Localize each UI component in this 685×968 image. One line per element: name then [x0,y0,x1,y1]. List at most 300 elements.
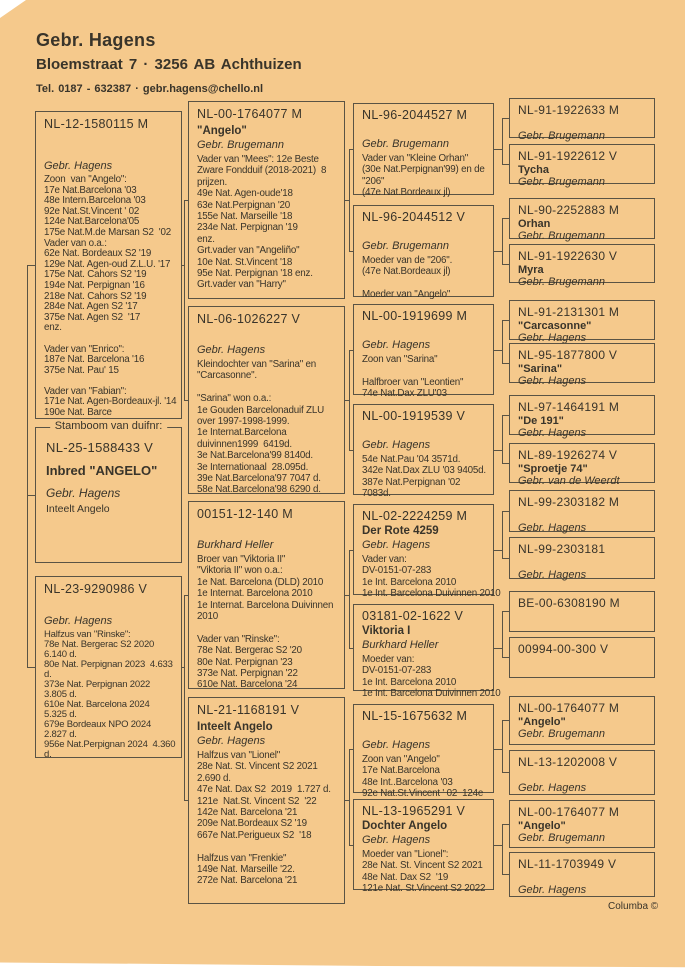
result-line: 272e Nat. Barcelona '21 [197,875,298,887]
result-line: 194e Nat. Perpignan '16 [44,279,145,291]
connector-line [494,450,502,451]
connector-line [502,611,503,657]
result-line: 175e Nat. Cahors S2 '19 [44,269,147,281]
pigeon-name [44,135,179,159]
pigeon-name [362,325,491,338]
result-line: 1e Gouden Barcelonaduif ZLU [197,404,324,416]
result-line: 149e Nat. Marseille '22. [197,864,295,876]
breeder-name: Gebr. Brugemann [518,728,606,740]
connector-line [494,749,502,750]
pedigree-box-g2-3 [188,501,345,689]
result-line: 2.827 d. [44,729,77,740]
result-line: Zoon van "Sarina" [362,354,438,365]
result-line: Kleindochter van "Sarina" en [197,359,316,370]
result-line: Vader van "Fabian": [44,385,127,397]
results-list [362,454,491,500]
pigeon-name: "Angelo" [197,125,247,137]
software-credit: Columba © [608,901,659,912]
connector-line [494,251,502,252]
breeder-name: Gebr. Hagens [362,834,431,846]
pedigree-box-g4-9 [509,490,655,532]
pigeon-name [44,600,179,614]
ring-number: NL-91-1922630 V [518,249,618,263]
result-line: 28e Nat. St. Vincent S2 2021 [362,860,483,872]
connector-line [502,320,509,321]
ring-number: NL-89-1926274 V [518,448,618,462]
breeder-name: Gebr. Brugemann [518,130,606,142]
connector-line [502,511,503,558]
breeder-name: Gebr. Hagens [518,375,587,387]
pedigree-box-g2-4 [188,697,345,904]
connector-line [502,218,503,264]
connector-line [502,558,509,559]
result-line: Moeder van "Lionel": [362,849,449,860]
breeder-name: Gebr. Hagens [197,344,266,356]
result-line: 80e Nat. Perpignan 2023 4.633 [44,659,173,670]
result-line: 1e Nat. Barcelona (DLD) 2010 [197,576,324,588]
connector-line [502,415,509,416]
results-list [362,849,491,895]
results-list [362,354,491,400]
result-line: 373e Nat. Perpignan '22 [197,668,298,680]
ring-number: 03181-02-1622 V [362,609,464,623]
ring-number: NL-96-2044527 M [362,108,468,122]
result-line: 48e Int..Barcelona '03 [362,776,453,788]
breeder-name: Gebr. van de Weerdt [518,475,620,487]
result-line: Broer van "Viktoria II" [197,554,286,565]
breeder-name: Gebr. Hagens [44,615,113,627]
connector-line [494,845,502,846]
connector-line [349,149,353,150]
results-list [44,175,179,419]
pigeon-name: "Sproetje 74" [518,463,588,475]
connector-line [502,720,509,721]
result-line [362,365,491,376]
result-line: 1e Int. Barcelona Duivinnen 2010 [362,688,501,700]
results-list [362,255,491,301]
result-line: 209e Nat.Bordeaux S2 '19 [197,818,307,830]
breeder-name: Gebr. Hagens [362,739,431,751]
connector-line [502,463,509,464]
result-line: Zoon van "Angelo" [362,754,440,765]
connector-line [349,149,350,251]
connector-line [349,450,353,451]
connector-line [184,200,185,400]
ring-number: NL-97-1464191 M [518,400,620,414]
result-line: 17e Nat.Barcelona [362,765,440,777]
result-line: 679e Bordeaux NPO 2024 [44,719,152,730]
result-line: Moeder van: [362,654,415,665]
result-line: 48e Intern.Barcelona '03 [44,195,146,207]
connector-line [502,118,503,164]
subject-pigeon-name: Inbred "ANGELO" [46,463,158,478]
result-line: enz. [197,233,215,245]
pigeon-name: Viktoria I [362,625,411,637]
ring-number: NL-91-1922612 V [518,149,618,163]
result-line: 28e Nat. St. Vincent S2 2021 [197,761,318,773]
connector-line [349,550,353,551]
result-line: 1e Internat.Barcelona [197,427,287,439]
result-line: 142e Nat. Barcelona '21 [197,807,298,819]
connector-line [27,667,35,668]
result-line: 234e Nat. Perpignan '19 [197,222,298,234]
connector-line [494,350,502,351]
ring-number: NL-12-1580115 M [44,117,149,131]
connector-line [502,118,509,119]
pedigree-box-g3-2 [353,205,494,301]
result-line: Vader van "Rinske": [197,633,280,645]
ring-number: NL-23-9290986 V [44,582,148,596]
result-line: Vader van: [362,554,407,565]
scan-corner-artifact [0,0,26,18]
results-list [197,359,342,496]
subject-breeder-name: Gebr. Hagens [46,486,121,500]
pigeon-name [362,124,491,137]
pedigree-box-g4-5 [509,300,655,344]
ring-number: NL-15-1675632 M [362,709,468,723]
result-line: 47e Nat. Dax S2 2019 1.727 d. [197,784,331,796]
result-line: d. [44,749,52,760]
breeder-name: Gebr. Hagens [518,782,587,794]
result-line: 3.805 d. [44,689,77,700]
breeder-name: Gebr. Hagens [518,427,587,439]
breeder-name [518,623,652,635]
breeder-name: Burkhard Heller [362,639,439,651]
ring-number: NL-11-1703949 V [518,857,617,871]
pedigree-box-g3-6 [353,604,501,700]
result-line: Vader van "Mees": 12e Beste [197,154,319,165]
results-list [197,554,342,691]
subject-note: Inteelt Angelo [46,503,110,515]
result-line: 58e Nat.Barcelona'98 6290 d. [197,484,321,496]
pedigree-box-g4-11 [509,591,655,632]
result-line: 667e Nat.Perigueux S2 '18 [197,829,312,841]
connector-line [349,749,353,750]
subject-ring-number: NL-25-1588433 V [46,440,154,455]
result-line: Zware Fondduif (2018-2021) 8 [197,165,327,177]
pigeon-name [362,725,491,738]
connector-line [494,550,502,551]
connector-line [502,264,509,265]
breeder-name: Gebr. Hagens [362,539,431,551]
pedigree-box-g4-6 [509,343,655,387]
result-line: 187e Nat. Barcelona '16 [44,354,145,366]
pigeon-name: Tycha [518,164,549,176]
results-list [362,754,491,800]
pigeon-name: "Sarina" [518,363,563,375]
ring-number: NL-95-1877800 V [518,348,618,362]
connector-line [502,874,509,875]
result-line: 5.325 d. [44,709,77,720]
results-list [44,630,179,760]
ring-number: 00151-12-140 M [197,507,293,521]
result-line: Zoon van "Angelo": [44,174,127,185]
result-line: 342e Nat.Dax ZLU '03 9405d. [362,465,486,477]
connector-line [494,149,502,150]
result-line: 48e Nat. Dax S2 '19 [362,871,449,883]
result-line: 39e Nat.Barcelona'97 7047 d. [197,473,321,485]
pigeon-name: Myra [518,264,544,276]
result-line: 62e Nat. Bordeaux S2 '19 [44,248,152,260]
result-line: 1e Int. Barcelona 2010 [362,576,457,588]
result-line: over 1997-1998-1999. [197,416,290,428]
pigeon-name: Dochter Angelo [362,820,448,832]
result-line: DV-0151-07-283 [362,565,432,577]
connector-line [349,845,353,846]
result-line: Vader van "Kleine Orhan" [362,153,468,164]
result-line: 78e Nat. Bergerac S2 2020 [44,639,155,650]
results-list [197,154,342,291]
ring-number: NL-13-1965291 V [362,804,466,818]
result-line: 121e Nat.St. Vincent S2 '22 [197,795,317,807]
results-list [197,750,342,887]
breeder-name: Gebr. Hagens [518,522,587,534]
result-line: 387e Nat.Perpignan '02 [362,476,461,488]
result-line: 610e Nat. Barcelona '24 [197,679,298,691]
result-line: 3e Nat.Barcelona'99 8140d. [197,450,313,462]
ring-number: NL-00-1919539 V [362,409,466,423]
result-line: Vader van "Enrico": [44,343,125,355]
connector-line [502,657,509,658]
ring-number: NL-91-2131301 M [518,305,620,319]
ring-number: NL-00-1764077 M [197,107,303,121]
pedigree-box-g2-2 [188,306,345,494]
result-line: 1e Internat. Barcelona 2010 [197,588,313,600]
pedigree-box-g3-5 [353,504,501,600]
result-line: Vader van o.a.: [44,237,107,249]
scan-bottom-edge-artifact [0,958,685,968]
breeder-name: Burkhard Heller [197,539,274,551]
ring-number: NL-00-1764077 M [518,805,620,819]
result-line: Grt.vader van "Angeliño" [197,245,300,257]
pigeon-name: Der Rote 4259 [362,525,439,537]
result-line: 1e Int. Barcelona Duivinnen 2010 [362,588,501,600]
result-line: "Carcasonne". [197,370,257,382]
result-line: (47e Nat.Bordeaux jl) [362,266,451,278]
connector-line [184,595,185,800]
breeder-name: Gebr. Hagens [362,339,431,351]
result-line: 373e Nat. Perpignan 2022 [44,679,151,690]
breeder-name: Gebr. Hagens [362,439,431,451]
connector-line [502,363,509,364]
result-line: Moeder van "Angelo" [362,289,451,301]
connector-line [349,550,350,648]
result-line: (47e Nat.Bordeaux jl) [362,187,451,199]
result-line: 610e Nat. Barcelona 2024 [44,699,150,710]
ring-number: NL-90-2252883 M [518,203,620,217]
result-line: d. [44,669,52,680]
pigeon-name [518,657,652,669]
pedigree-box-g3-7 [353,704,494,800]
ring-number: NL-99-2303182 M [518,495,620,509]
connector-line [502,218,509,219]
connector-line [502,511,509,512]
results-list [362,654,501,700]
pigeon-name [197,330,342,343]
result-line: 175e Nat.M.de Marsan S2 '02 [44,226,171,238]
result-line: 155e Nat. Marseille '18 [197,211,293,223]
pedigree-box-g4-2 [509,144,655,188]
breeder-name: Gebr. Brugemann [362,138,450,150]
pedigree-box-g4-10 [509,537,655,579]
pigeon-name: Inteelt Angelo [197,721,273,733]
result-line: 375e Nat. Agen S2 '17 [44,311,141,323]
results-list [362,554,501,600]
subject-pigeon-box [35,420,182,563]
pigeon-name [362,425,491,438]
result-line: 17e Nat.Barcelona '03 [44,184,137,196]
ring-number: 00994-00-300 V [518,642,609,656]
result-line: 63e Nat.Perpignan '20 [197,199,290,211]
connector-line [502,720,503,772]
pedigree-box-g3-1 [353,103,494,199]
ring-number: NL-00-1764077 M [518,701,620,715]
result-line: 2.690 d. [197,772,231,784]
result-line: 129e Nat. Agen-oud Z.L.U. '17 [44,258,171,270]
result-line: 956e Nat.Perpignan 2024 4.360 [44,739,176,750]
connector-line [184,800,188,801]
connector-line [502,415,503,463]
breeder-name: Gebr. Hagens [197,735,266,747]
pigeon-name [518,118,652,130]
result-line: 80e Nat. Perpignan '23 [197,656,293,668]
pigeon-name [518,770,652,782]
result-line [197,382,342,393]
result-line: "Sarina" won o.a.: [197,393,272,405]
result-line: 92e Nat.St.Vincent ' 02 124e [362,788,484,800]
ring-number: NL-99-2303181 [518,542,606,556]
result-line: 1e Int. Barcelona 2010 [362,676,457,688]
pigeon-name [197,525,342,538]
pedigree-box-g1-1 [35,111,182,419]
connector-line [502,320,503,363]
breeder-name: Gebr. Hagens [518,332,587,344]
pedigree-box-g3-3 [353,304,494,400]
result-line: 121e Nat. St.Vincent S2 2022 [362,883,486,895]
breeder-name: Gebr. Hagens [518,884,587,896]
pedigree-box-g4-4 [509,244,655,288]
result-line: 10e Nat. St.Vincent '18 [197,256,293,268]
result-line: 3e Internationaal 28.095d. [197,461,309,473]
result-line: 92e Nat.St.Vincent ' 02 [44,205,140,217]
result-line: 375e Nat. Pau' 15 [44,364,119,376]
subject-frame-label: Stamboom van duifnr: [50,420,168,432]
result-line: Moeder van de "206". [362,255,453,266]
ring-number: NL-13-1202008 V [518,755,618,769]
connector-line [502,772,509,773]
connector-line [27,495,35,496]
breeder-name: Gebr. Brugemann [518,230,606,242]
result-line: "206" [362,175,385,187]
loft-contact: Tel. 0187 - 632387 · gebr.hagens@chello.nl [36,83,264,95]
connector-line [494,648,502,649]
breeder-name: Gebr. Hagens [44,160,113,172]
connector-line [502,824,503,874]
ring-number: NL-91-1922633 M [518,103,620,117]
connector-line [349,350,350,450]
result-line [362,278,491,289]
pigeon-name [518,872,652,884]
result-line: 1e Internat. Barcelona Duivinnen [197,599,334,611]
pedigree-box-g4-14 [509,750,655,795]
pigeon-name: "Angelo" [518,716,566,728]
result-line: Halfzus van "Lionel" [197,750,281,761]
connector-line [184,400,188,401]
loft-address: Bloemstraat 7 · 3256 AB Achthuizen [36,56,302,73]
breeder-name: Gebr. Brugemann [518,176,606,188]
breeder-name: Gebr. Brugemann [197,139,285,151]
pigeon-name: "Angelo" [518,820,566,832]
result-line: enz. [44,322,62,334]
pedigree-box-g4-15 [509,800,655,848]
pedigree-box-g4-16 [509,852,655,897]
result-line: "Viktoria II" won o.a.: [197,565,283,577]
result-line: 95e Nat. Perpignan '18 enz. [197,268,313,280]
pigeon-name [518,557,652,569]
ring-number: NL-00-1919699 M [362,309,468,323]
pigeon-name: "De 191" [518,415,564,427]
connector-line [349,350,353,351]
pigeon-name: "Carcasonne" [518,320,592,332]
result-line: 7083d. [362,488,391,500]
result-line: 54e Nat.Pau '04 3571d. [362,454,461,465]
pigeon-name [518,611,652,623]
ring-number: NL-02-2224259 M [362,509,468,523]
pedigree-box-g1-2 [35,576,182,758]
breeder-name: Gebr. Hagens [518,569,587,581]
connector-line [502,824,509,825]
pedigree-box-g4-3 [509,198,655,242]
result-line: 218e Nat. Cahors S2 '19 [44,290,147,302]
breeder-name: Gebr. Brugemann [518,832,606,844]
result-line: 74e Nat.Dax ZLU'03 [362,388,447,400]
pedigree-box-g4-13 [509,696,655,745]
pedigree-box-g4-7 [509,395,655,439]
result-line [44,334,179,345]
connector-line [27,265,35,266]
breeder-name: Gebr. Brugemann [518,276,606,288]
result-line: 284e Nat. Agen S2 '17 [44,301,138,313]
breeder-name: Gebr. Brugemann [362,240,450,252]
results-list [362,153,491,199]
ring-number: BE-00-6308190 M [518,596,620,610]
result-line: 6.140 d. [44,649,77,660]
pigeon-name: Orhan [518,218,551,230]
pedigree-box-g3-4 [353,404,494,500]
ring-number: NL-96-2044512 V [362,210,466,224]
result-line: Halfzus van "Frenkie" [197,852,287,864]
result-line: 124e Nat.Barcelona'05 [44,216,140,228]
pedigree-box-g4-8 [509,443,655,487]
result-line: Halfzus van "Rinske": [44,629,131,640]
connector-line [502,164,509,165]
result-line: (30e Nat.Perpignan'99) en de [362,164,485,176]
result-line: Grt.vader van "Harry" [197,279,286,291]
ring-number: NL-06-1026227 V [197,312,301,326]
pedigree-box-g4-12 [509,637,655,678]
breeder-name [518,669,652,681]
result-line: 190e Nat. Barce [44,407,112,419]
result-line: prijzen. [197,176,227,188]
connector-line [184,200,188,201]
connector-line [502,611,509,612]
result-line: duivinnen1999 6419d. [197,438,292,450]
connector-line [349,749,350,845]
connector-line [349,251,353,252]
pigeon-name [362,226,491,239]
ring-number: NL-21-1168191 V [197,703,300,717]
connector-line [27,265,28,667]
